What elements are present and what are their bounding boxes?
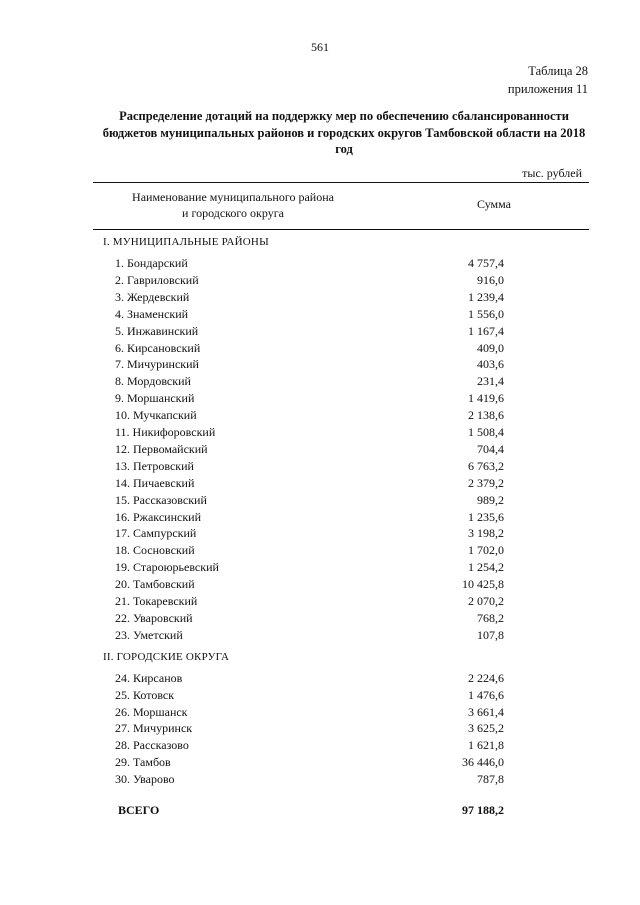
table-row-name: 20. Тамбовский [115, 577, 195, 592]
table-row-name: 6. Кирсановский [115, 340, 201, 355]
table-row-value: 1 235,6 [468, 509, 504, 524]
table-row-value: 1 254,2 [468, 560, 504, 575]
table-row-name: 23. Уметский [115, 627, 183, 642]
table-row [93, 671, 589, 688]
table-row-value: 3 625,2 [468, 721, 504, 736]
table-reference [470, 62, 588, 98]
table-row [93, 256, 589, 273]
table-row [93, 721, 589, 738]
table-row-name: 13. Петровский [115, 458, 194, 473]
header-name-column [93, 189, 373, 221]
table-row [93, 408, 589, 425]
table-row [93, 290, 589, 307]
table-row-value: 36 446,0 [462, 755, 504, 770]
table-row-value: 989,2 [477, 492, 504, 507]
table-row [93, 755, 589, 772]
table-row [93, 442, 589, 459]
table-row-name: 1. Бондарский [115, 256, 188, 270]
table-row-value: 231,4 [477, 374, 504, 389]
table-row [93, 560, 589, 577]
table-row-name: 14. Пичаевский [115, 475, 195, 490]
table-row-value: 2 070,2 [468, 594, 504, 608]
table-row [93, 476, 589, 493]
table-row [93, 391, 589, 408]
table-row-value: 2 224,6 [468, 670, 504, 685]
table-row-value: 768,2 [477, 610, 504, 625]
page-number: 561 [311, 40, 329, 54]
allocation-table [93, 182, 589, 817]
table-number: Таблица 28 [528, 64, 588, 78]
header-sum-column: Сумма [477, 197, 511, 211]
table-row-name: 2. Гавриловский [115, 272, 199, 287]
table-row-value: 1 556,0 [468, 306, 504, 321]
table-row-value: 787,8 [477, 772, 504, 787]
table-row [93, 738, 589, 755]
total-row-value: 97 188,2 [462, 803, 504, 817]
section-heading: II. ГОРОДСКИЕ ОКРУГА [103, 650, 230, 663]
table-row [93, 772, 589, 789]
table-row [93, 688, 589, 705]
table-row [93, 510, 589, 527]
table-row-name: 30. Уварово [115, 772, 175, 787]
table-row [93, 324, 589, 341]
table-row-name: 12. Первомайский [115, 441, 208, 456]
table-row-name: 26. Моршанск [115, 704, 188, 719]
table-row [93, 577, 589, 594]
table-row [93, 628, 589, 645]
table-row-name: 11. Никифоровский [115, 425, 216, 439]
table-row-name: 25. Котовск [115, 687, 175, 702]
table-header [93, 182, 589, 230]
units-label: тыс. рублей [522, 166, 582, 180]
appendix-number: приложения 11 [507, 82, 588, 96]
table-row-name: 4. Знаменский [115, 306, 189, 321]
table-row-value: 409,0 [477, 340, 504, 355]
table-row-value: 1 419,6 [468, 391, 504, 406]
table-row-name: 29. Тамбов [115, 755, 171, 770]
total-row-name: ВСЕГО [118, 803, 160, 817]
table-row [93, 493, 589, 510]
table-row-name: 16. Ржаксинский [115, 509, 201, 524]
table-row-value: 1 239,4 [468, 289, 504, 304]
table-row-value: 1 621,8 [468, 738, 504, 753]
table-row [93, 374, 589, 391]
table-row-value: 3 661,4 [468, 704, 504, 719]
table-row-name: 28. Рассказово [115, 738, 189, 753]
document-title: Распределение дотаций на поддержку мер по обеспечению сбалансированности бюджетов муниципальных районов и городских округов Тамбовской области на 2018 год [102, 109, 586, 156]
table-row-name: 19. Староюрьевский [115, 560, 219, 575]
table-row-name: 8. Мордовский [115, 374, 191, 389]
table-row-value: 403,6 [477, 357, 504, 372]
header-name-line2: и городского округа [182, 206, 284, 220]
table-row-name: 18. Сосновский [115, 543, 195, 558]
table-row-value: 3 198,2 [468, 526, 504, 541]
table-row-value: 10 425,8 [462, 577, 504, 592]
table-row [93, 594, 589, 611]
table-row-value: 1 508,4 [468, 425, 504, 439]
table-row [93, 459, 589, 476]
table-row-name: 10. Мучкапский [115, 408, 197, 423]
table-row [93, 341, 589, 358]
table-row-value: 916,0 [477, 272, 504, 287]
table-row-name: 22. Уваровский [115, 610, 193, 625]
table-row-name: 27. Мичуринск [115, 721, 193, 736]
table-row-value: 2 379,2 [468, 475, 504, 490]
table-row-name: 21. Токаревский [115, 594, 198, 608]
table-row-value: 6 763,2 [468, 458, 504, 473]
table-row-name: 7. Мичуринский [115, 357, 199, 372]
table-row [93, 425, 589, 442]
section-heading: I. МУНИЦИПАЛЬНЫЕ РАЙОНЫ [103, 236, 269, 248]
table-row-value: 1 702,0 [468, 543, 504, 558]
table-row-name: 3. Жердевский [115, 289, 190, 304]
table-row [93, 273, 589, 290]
header-name-line1: Наименование муниципального района [132, 190, 334, 204]
table-row-name: 17. Сампурский [115, 526, 197, 541]
table-row-name: 5. Инжавинский [115, 323, 199, 338]
table-row-name: 15. Рассказовский [115, 492, 207, 507]
table-row [93, 357, 589, 374]
table-row-value: 1 167,4 [468, 323, 504, 338]
total-row [93, 803, 589, 820]
table-row-value: 4 757,4 [468, 256, 504, 270]
table-row [93, 307, 589, 324]
table-row-value: 1 476,6 [468, 687, 504, 702]
table-row-value: 107,8 [477, 627, 504, 642]
table-row [93, 611, 589, 628]
table-row-name: 9. Моршанский [115, 391, 195, 406]
table-row-value: 2 138,6 [468, 408, 504, 423]
table-row-value: 704,4 [477, 441, 504, 456]
table-row [93, 705, 589, 722]
table-row [93, 526, 589, 543]
table-row [93, 543, 589, 560]
table-row-name: 24. Кирсанов [115, 670, 183, 685]
